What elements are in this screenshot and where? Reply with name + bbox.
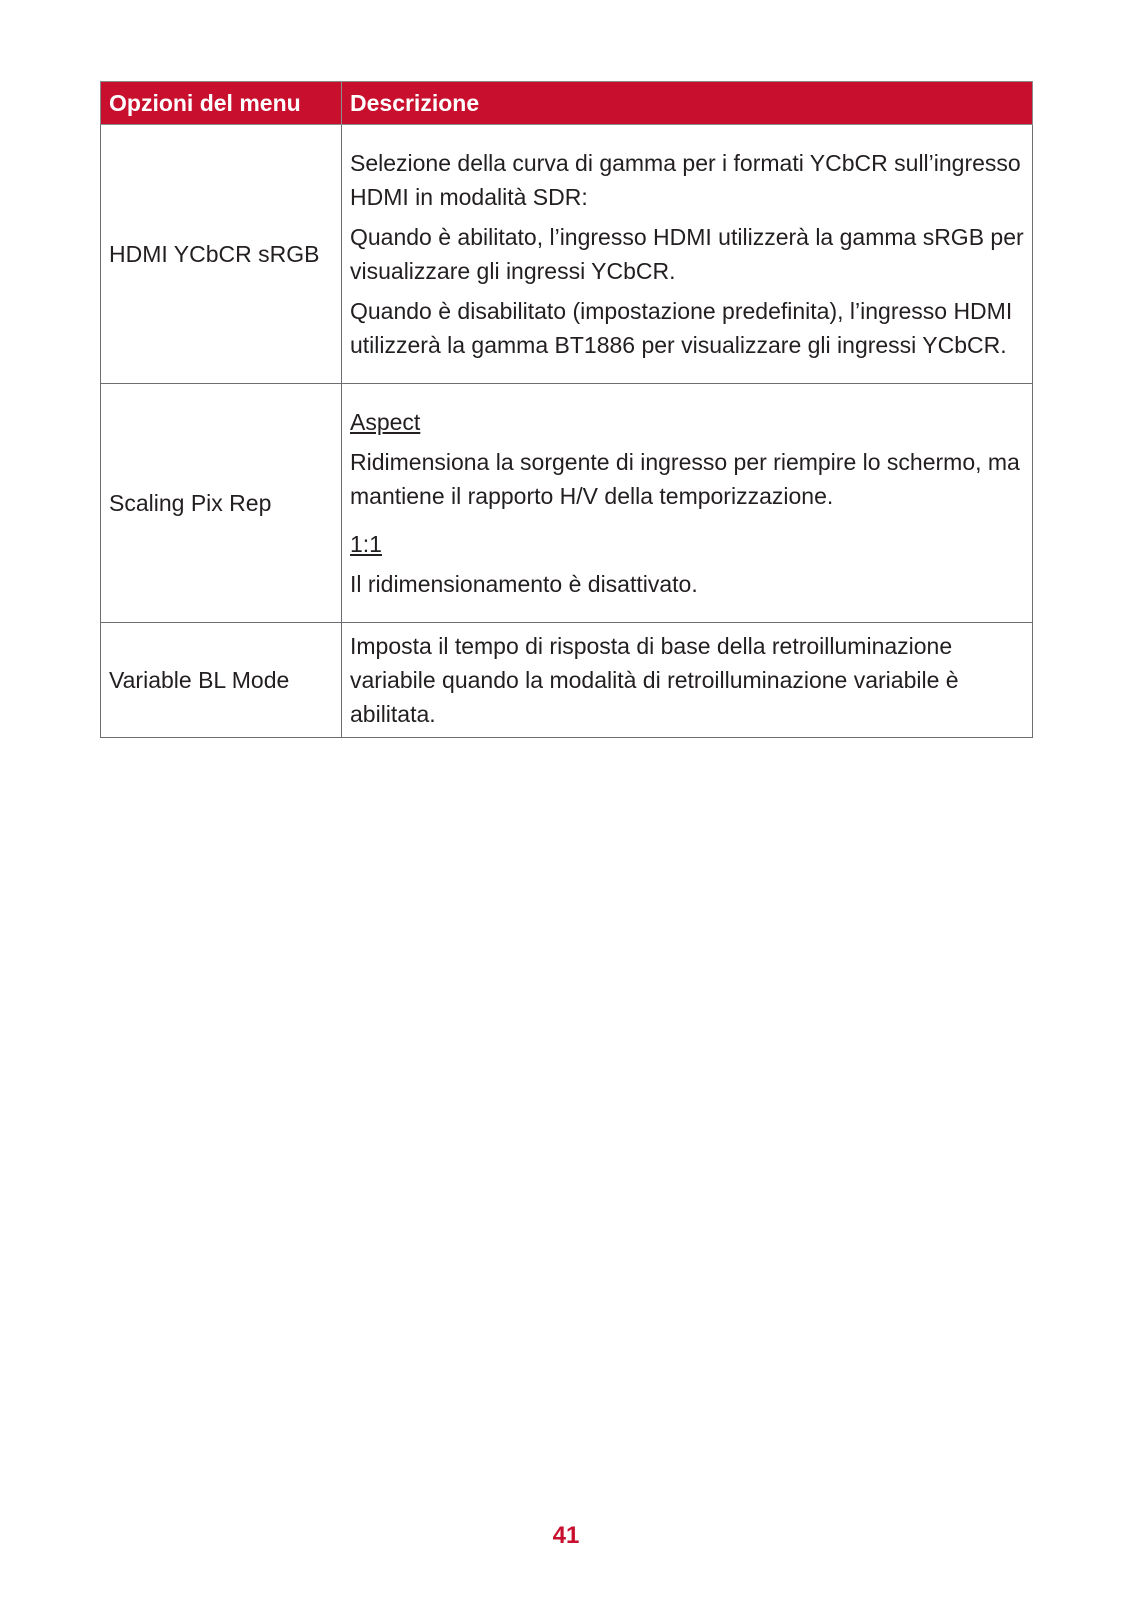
description-paragraph: Quando è abilitato, l’ingresso HDMI utilizzerà la gamma sRGB per visualizzare gli ingressi YCbCR. <box>350 224 1024 284</box>
page-number: 41 <box>552 1522 580 1549</box>
setting-heading-1-1: 1:1 <box>350 531 382 557</box>
option-scaling-pix-rep: Scaling Pix Rep <box>101 384 342 623</box>
description-variable-bl-mode <box>342 623 1033 738</box>
description-paragraph: Ridimensiona la sorgente di ingresso per riempire lo schermo, ma mantiene il rapporto H/V della temporizzazione. <box>350 449 1020 509</box>
option-hdmi-ycbcr-srgb: HDMI YCbCR sRGB <box>101 125 342 384</box>
description-paragraph: Quando è disabilitato (impostazione predefinita), l’ingresso HDMI utilizzerà la gamma BT1886 per visualizzare gli ingressi YCbCR. <box>350 298 1013 358</box>
description-paragraph: Imposta il tempo di risposta di base della retroilluminazione variabile quando la modalità di retroilluminazione variabile è abilitata. <box>350 633 959 727</box>
description-scaling-pix-rep <box>342 384 1033 623</box>
description-paragraph: Selezione della curva di gamma per i formati YCbCR sull’ingresso HDMI in modalità SDR: <box>350 150 1021 210</box>
description-hdmi-ycbcr-srgb <box>342 125 1033 384</box>
table-row <box>101 125 1033 384</box>
menu-options-table <box>100 81 1033 738</box>
table-row <box>101 623 1033 738</box>
description-paragraph: Il ridimensionamento è disattivato. <box>350 571 698 597</box>
table-row <box>101 384 1033 623</box>
header-description: Descrizione <box>342 82 1033 125</box>
setting-heading-aspect: Aspect <box>350 409 421 435</box>
option-variable-bl-mode: Variable BL Mode <box>101 623 342 738</box>
header-menu-options: Opzioni del menu <box>101 82 342 125</box>
table-header-row <box>101 82 1033 125</box>
